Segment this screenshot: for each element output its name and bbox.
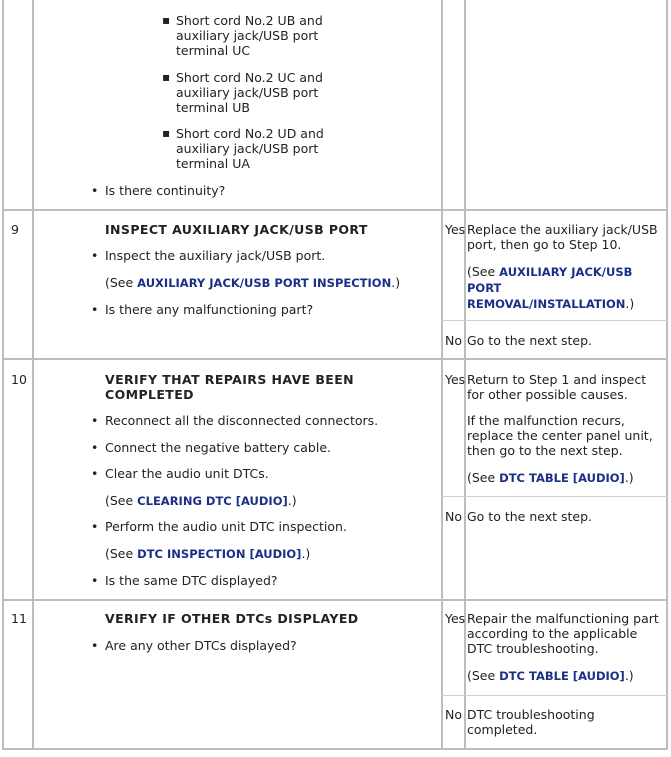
see-prefix: (See (105, 546, 138, 561)
table-border-bottom (2, 748, 668, 750)
row-divider-11 (2, 599, 668, 601)
sub-bullet-ub-uc (176, 13, 323, 58)
yes-line: replace the center panel unit, (467, 428, 653, 443)
step10-bullet-battery: • Connect the negative battery cable. (105, 440, 331, 455)
step10-yes-label: Yes (445, 372, 466, 387)
step10-see-inspection (105, 546, 310, 562)
link-dtc-table-11[interactable]: DTC TABLE [AUDIO] (499, 669, 625, 683)
step10-bullet-perform: • Perform the audio unit DTC inspection. (105, 519, 347, 534)
yes-line: Return to Step 1 and inspect (467, 372, 647, 387)
yes-line: then go to the next step. (467, 443, 623, 458)
row-divider-9 (2, 209, 668, 211)
yes-line: for other possible causes. (467, 387, 628, 402)
col-divider-action (441, 0, 443, 750)
step9-yes-label: Yes (445, 222, 466, 237)
step9-bullet-inspect: • Inspect the auxiliary jack/USB port. (105, 248, 325, 263)
see-prefix: (See (467, 264, 500, 279)
see-prefix: (See (105, 275, 138, 290)
sub-bullet-line: auxiliary jack/USB port (176, 141, 319, 156)
link-aux-jack-removal-installation[interactable]: REMOVAL/INSTALLATION (467, 297, 626, 311)
see-suffix: .) (391, 275, 401, 290)
step10-yes-text-1 (467, 372, 646, 402)
step-number-11: 11 (11, 611, 27, 626)
see-suffix: .) (624, 470, 634, 485)
see-suffix: .) (287, 493, 297, 508)
heading-line: COMPLETED (105, 387, 194, 402)
step10-see-clearing (105, 493, 297, 509)
link-dtc-inspection[interactable]: DTC INSPECTION [AUDIO] (137, 547, 302, 561)
step10-yes-text-2 (467, 413, 653, 458)
table-border-right (666, 0, 668, 750)
sub-bullet-line: terminal UC (176, 43, 251, 58)
step11-yes-label: Yes (445, 611, 466, 626)
step-number-10: 10 (11, 372, 27, 387)
sub-bullet-ud-ua (176, 126, 324, 171)
see-prefix: (See (467, 470, 500, 485)
heading-line: VERIFY THAT REPAIRS HAVE BEEN (105, 372, 355, 387)
yes-line: Replace the auxiliary jack/USB (467, 222, 658, 237)
sub-bullet-line: auxiliary jack/USB port (176, 28, 319, 43)
sub-bullet-line: auxiliary jack/USB port (176, 85, 319, 100)
step11-yes-text (467, 611, 659, 656)
step10-bullet-clear: • Clear the audio unit DTCs. (105, 466, 269, 481)
step9-heading: INSPECT AUXILIARY JACK/USB PORT (105, 222, 368, 237)
step10-bullet-reconnect: • Reconnect all the disconnected connectors. (105, 413, 378, 428)
yes-line: according to the applicable (467, 626, 638, 641)
yes-line: If the malfunction recurs, (467, 413, 625, 428)
no-line: completed. (467, 722, 538, 737)
yes-line: port, then go to Step 10. (467, 237, 622, 252)
step9-question: • Is there any malfunctioning part? (105, 302, 313, 317)
step10-heading (105, 372, 354, 402)
table-border-left (2, 0, 4, 750)
sub-bullet-line: ▪ Short cord No.2 UB and (176, 13, 323, 28)
see-prefix: (See (105, 493, 138, 508)
sub-bullet-line: terminal UB (176, 100, 250, 115)
yes-no-divider-11 (441, 695, 668, 696)
step10-yes-see (467, 470, 634, 486)
step11-heading: VERIFY IF OTHER DTCs DISPLAYED (105, 611, 359, 626)
sub-bullet-line: ▪ Short cord No.2 UD and (176, 126, 324, 141)
link-aux-jack-removal[interactable]: AUXILIARY JACK/USB (499, 265, 633, 279)
link-aux-jack-inspection[interactable]: AUXILIARY JACK/USB PORT INSPECTION (137, 276, 392, 290)
step9-see-reference (105, 275, 400, 291)
step9-yes-see (467, 264, 634, 312)
see-suffix: .) (301, 546, 311, 561)
step11-yes-see (467, 668, 634, 684)
continuity-question: • Is there continuity? (105, 183, 225, 198)
step9-no-text: Go to the next step. (467, 333, 592, 348)
step10-no-label: No (445, 509, 462, 524)
row-divider-10 (2, 358, 668, 360)
step-number-9: 9 (11, 222, 19, 237)
step10-no-text: Go to the next step. (467, 509, 592, 524)
link-aux-jack-removal-port[interactable]: PORT (467, 281, 502, 295)
step10-question: • Is the same DTC displayed? (105, 573, 278, 588)
step11-no-label: No (445, 707, 462, 722)
yes-no-divider-9 (441, 320, 668, 321)
yes-line: DTC troubleshooting. (467, 641, 599, 656)
sub-bullet-uc-ub (176, 70, 323, 115)
step11-bullet-other-dtcs: • Are any other DTCs displayed? (105, 638, 297, 653)
col-divider-step (32, 0, 34, 750)
see-prefix: (See (467, 668, 500, 683)
no-line: DTC troubleshooting (467, 707, 595, 722)
step9-no-label: No (445, 333, 462, 348)
yes-line: Repair the malfunctioning part (467, 611, 659, 626)
see-suffix: .) (624, 668, 634, 683)
sub-bullet-line: terminal UA (176, 156, 250, 171)
step9-yes-text (467, 222, 658, 252)
link-dtc-table-10[interactable]: DTC TABLE [AUDIO] (499, 471, 625, 485)
sub-bullet-line: ▪ Short cord No.2 UC and (176, 70, 323, 85)
yes-no-divider-10 (441, 496, 668, 497)
see-suffix: .) (625, 296, 635, 311)
step11-no-text (467, 707, 595, 737)
link-clearing-dtc[interactable]: CLEARING DTC [AUDIO] (137, 494, 288, 508)
